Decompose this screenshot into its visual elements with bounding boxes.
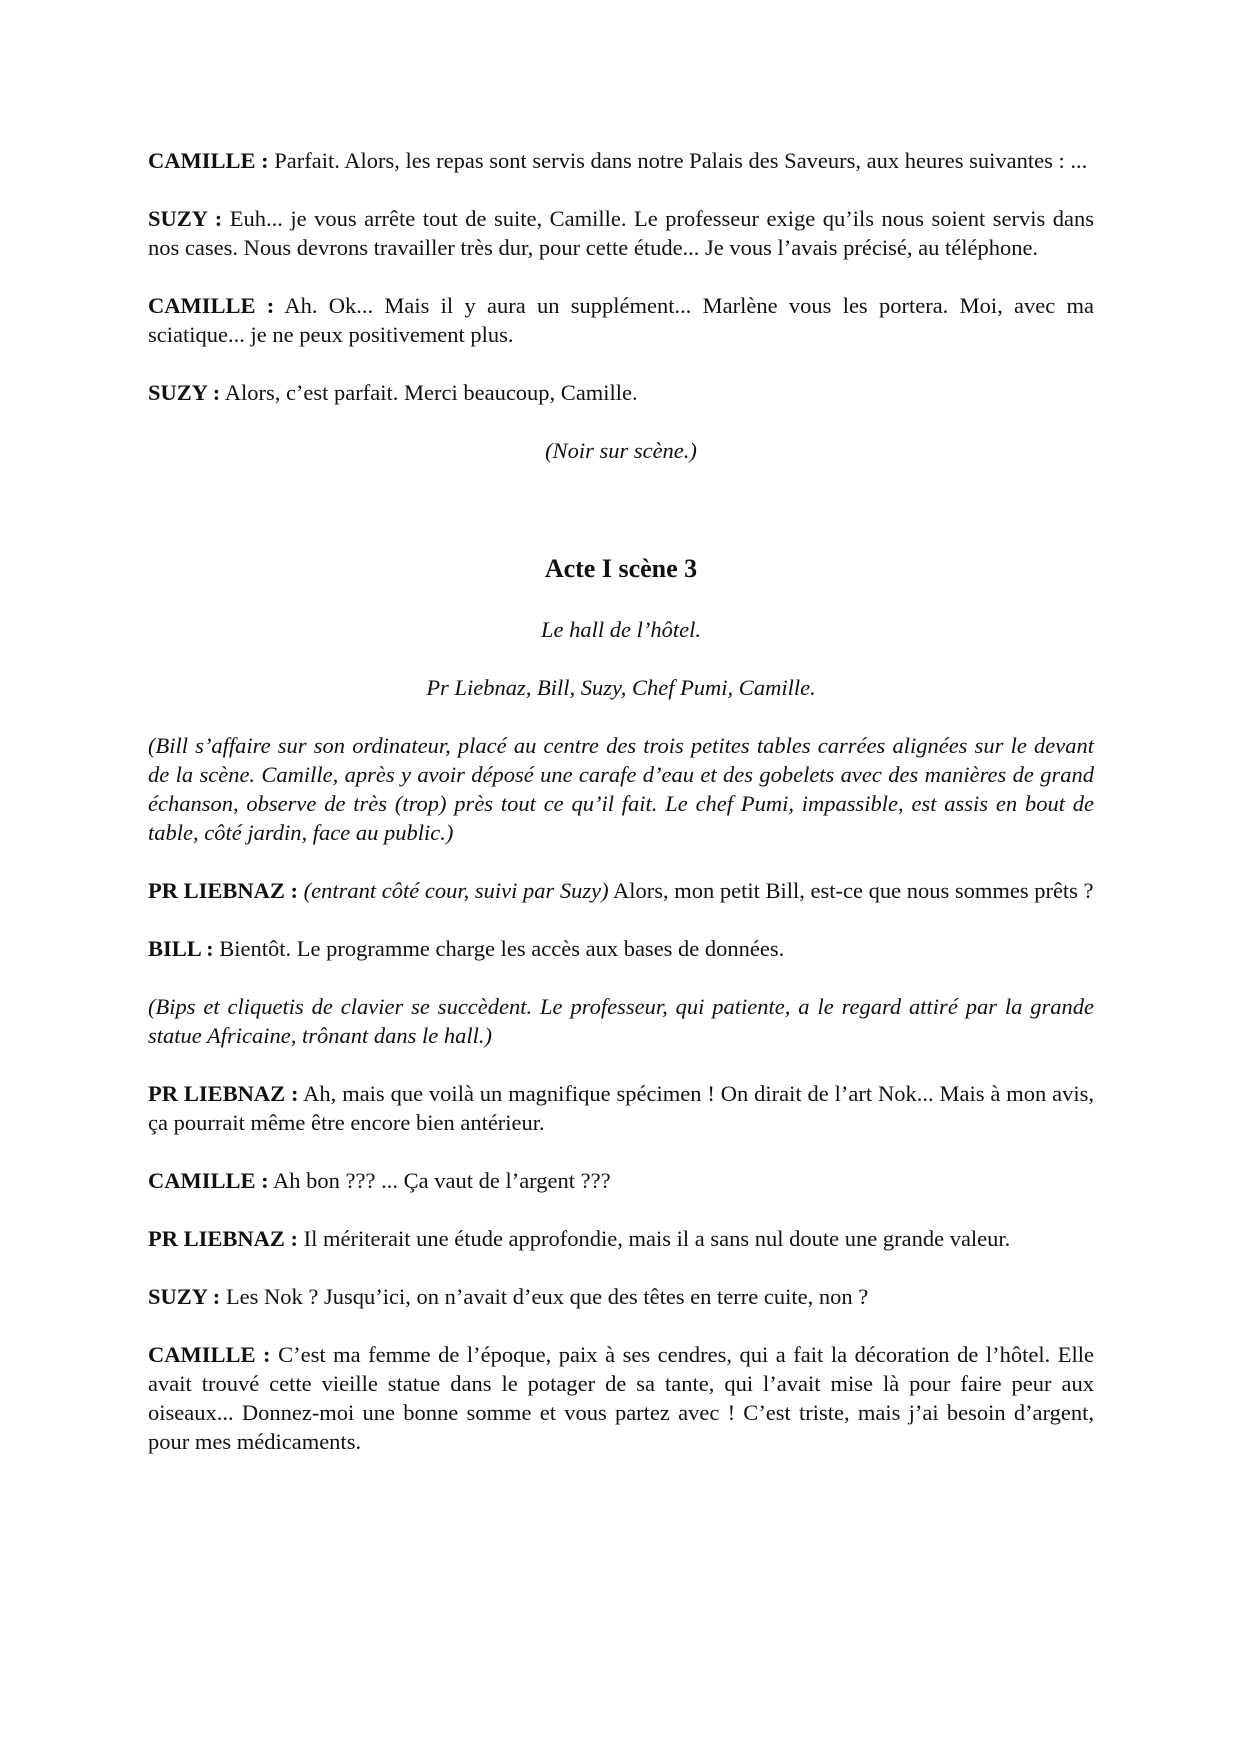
speaker-name: PR LIEBNAZ :	[148, 1226, 299, 1251]
speaker-name: CAMILLE :	[148, 1168, 269, 1193]
speaker-name: PR LIEBNAZ :	[148, 1081, 299, 1106]
stage-direction: (Bill s’affaire sur son ordinateur, placé au centre des trois petites tables carrées alignées sur le devant de la scène. Camille, après y avoir déposé une carafe d’eau et des gobelets avec des manières de grand échanson, observe de très (trop) près tout ce qu’il fait. Le chef Pumi, impassible, est assis en bout de table, côté jardin, face au public.)	[148, 733, 1094, 845]
inline-stage-direction: (entrant côté cour, suivi par Suzy)	[303, 878, 609, 903]
scene-setting: Le hall de l’hôtel.	[541, 617, 701, 642]
dialogue-line	[148, 876, 1094, 905]
dialogue-line	[148, 1224, 1094, 1253]
speaker-name: BILL :	[148, 936, 214, 961]
dialogue-line	[148, 378, 1094, 407]
dialogue-line	[148, 146, 1094, 175]
dialogue-text: Les Nok ? Jusqu’ici, on n’avait d’eux que des têtes en terre cuite, non ?	[220, 1284, 869, 1309]
dialogue-text: C’est ma femme de l’époque, paix à ses cendres, qui a fait la décoration de l’hôtel. Elle avait trouvé cette vieille statue dans le potager de sa tante, qui l’avait mise là pour faire peur aux oiseaux... Donnez-moi une bonne somme et vous partez avec ! C’est triste, mais j’ai besoin d’argent, pour mes médicaments.	[148, 1342, 1094, 1454]
script-page	[148, 146, 1094, 1485]
dialogue-line	[148, 204, 1094, 262]
scene-heading: Acte I scène 3	[544, 554, 698, 583]
scene-characters: Pr Liebnaz, Bill, Suzy, Chef Pumi, Camille.	[426, 675, 816, 700]
dialogue-text: Ah. Ok... Mais il y aura un supplément... Marlène vous les portera. Moi, avec ma sciatique... je ne peux positivement plus.	[148, 293, 1094, 347]
speaker-name: CAMILLE :	[148, 293, 275, 318]
dialogue-text: Alors, mon petit Bill, est-ce que nous sommes prêts ?	[608, 878, 1094, 903]
speaker-name: SUZY :	[148, 206, 223, 231]
dialogue-line	[148, 1166, 1094, 1195]
speaker-name: SUZY :	[148, 380, 221, 405]
dialogue-text: Parfait. Alors, les repas sont servis dans notre Palais des Saveurs, aux heures suivantes : ...	[268, 148, 1088, 173]
stage-direction-noir: (Noir sur scène.)	[545, 438, 697, 463]
dialogue-line	[148, 291, 1094, 349]
speaker-name: CAMILLE :	[148, 1342, 271, 1367]
speaker-name: SUZY :	[148, 1284, 221, 1309]
dialogue-line	[148, 934, 1094, 963]
dialogue-text: Euh... je vous arrête tout de suite, Camille. Le professeur exige qu’ils nous soient servis dans nos cases. Nous devrons travailler très dur, pour cette étude... Je vous l’avais précisé, au téléphone.	[148, 206, 1094, 260]
dialogue-text: Ah, mais que voilà un magnifique spécimen ! On dirait de l’art Nok... Mais à mon avis, ça pourrait même être encore bien antérieur.	[148, 1081, 1094, 1135]
dialogue-text: Bientôt. Le programme charge les accès aux bases de données.	[213, 936, 785, 961]
speaker-name: CAMILLE :	[148, 148, 269, 173]
dialogue-text: Ah bon ??? ... Ça vaut de l’argent ???	[268, 1168, 611, 1193]
stage-direction: (Bips et cliquetis de clavier se succèdent. Le professeur, qui patiente, a le regard attiré par la grande statue Africaine, trônant dans le hall.)	[148, 994, 1094, 1048]
dialogue-line	[148, 1340, 1094, 1456]
dialogue-text: Alors, c’est parfait. Merci beaucoup, Camille.	[220, 380, 638, 405]
dialogue-text: Il mériterait une étude approfondie, mais il a sans nul doute une grande valeur.	[298, 1226, 1011, 1251]
speaker-name: PR LIEBNAZ :	[148, 878, 299, 903]
dialogue-line	[148, 1282, 1094, 1311]
dialogue-line	[148, 1079, 1094, 1137]
